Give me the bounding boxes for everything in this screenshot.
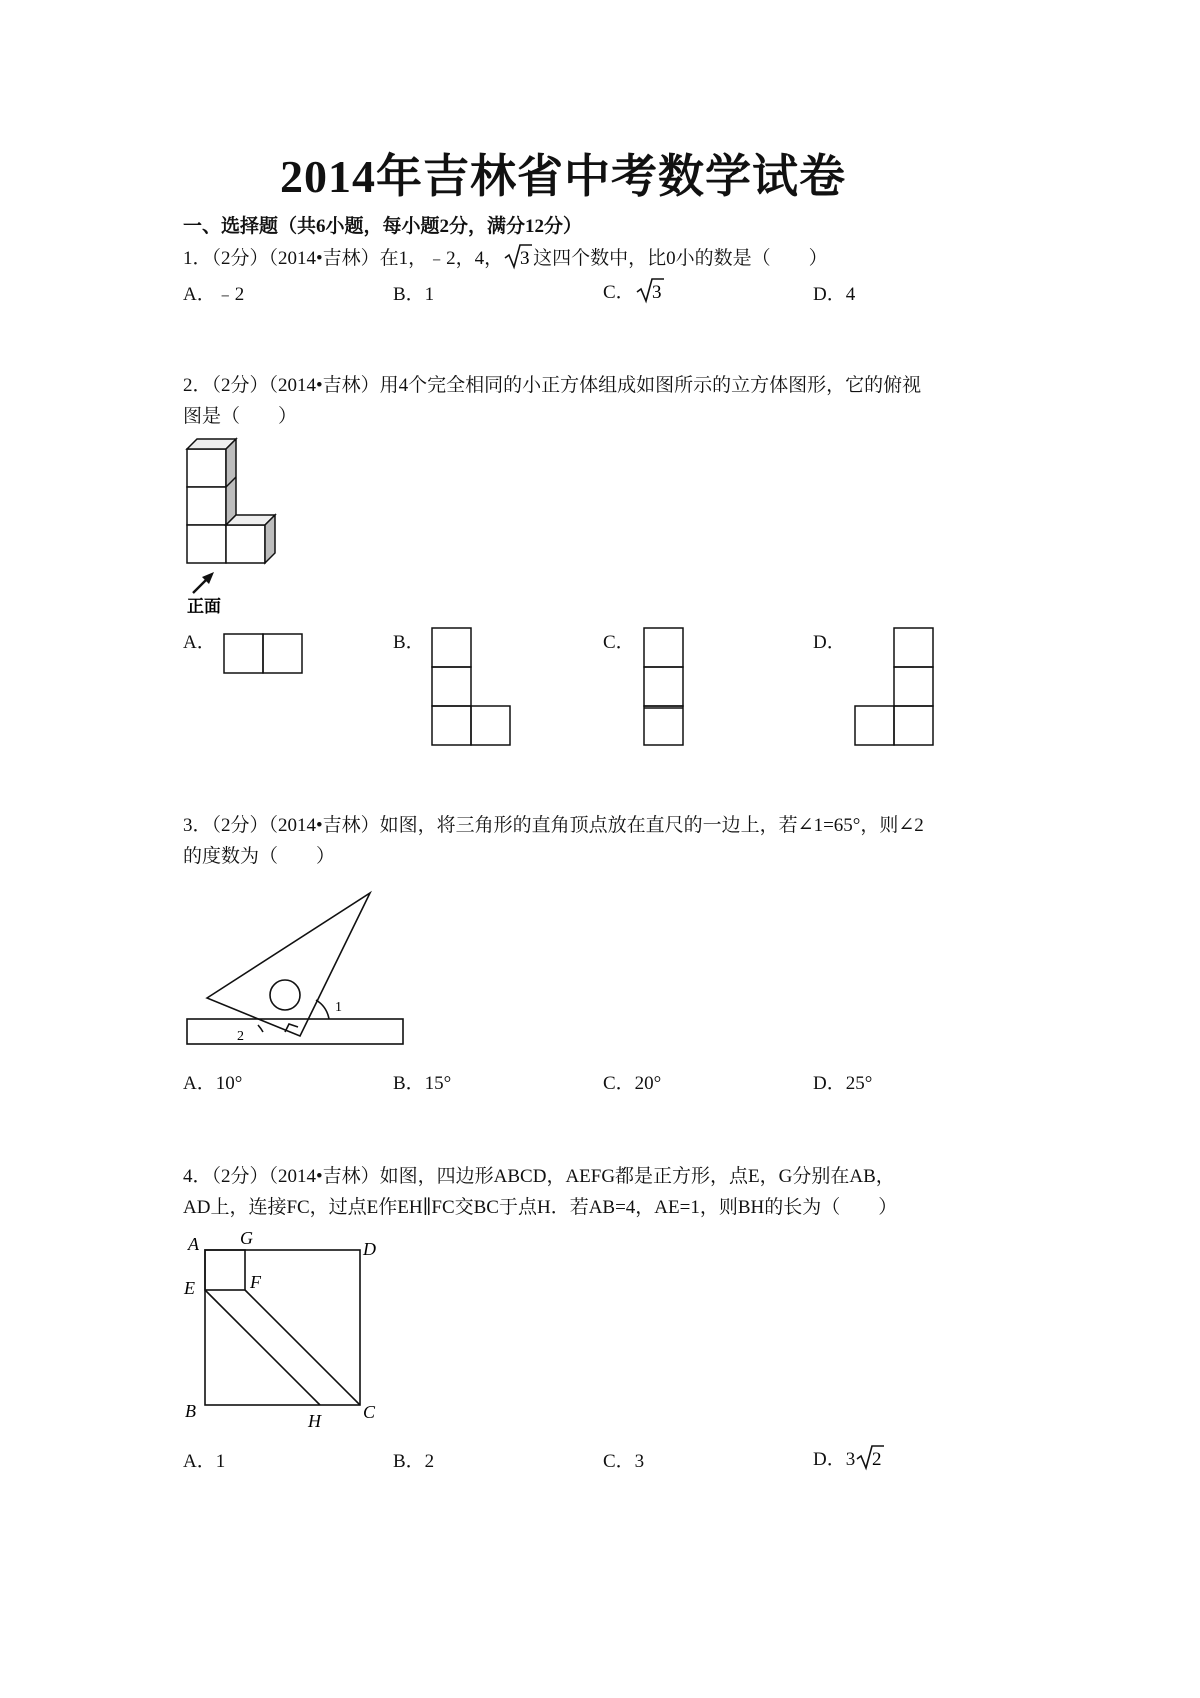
angle-2-label: 2: [237, 1029, 244, 1044]
question-1-text-pre: 1．（2分）（2014•吉林）在1，﹣2，4，: [183, 248, 504, 269]
option-b-figure: [430, 626, 514, 750]
question-1-option-b[interactable]: B．1: [393, 284, 435, 305]
sqrt-symbol: [635, 276, 665, 310]
question-1-option-a[interactable]: A．﹣2: [183, 284, 245, 305]
option-c-figure: [642, 626, 686, 750]
option-c-label: C．: [603, 282, 635, 303]
question-1-option-d[interactable]: D．4: [813, 284, 856, 305]
question-4-option-c[interactable]: C．3: [603, 1451, 645, 1472]
radicand: 3: [520, 248, 530, 269]
question-3-option-d[interactable]: D．25°: [813, 1073, 873, 1094]
point-d-label: D: [363, 1239, 376, 1259]
option-d-label: D．: [813, 1449, 846, 1470]
square-aefg: [205, 1250, 245, 1290]
question-3-option-b[interactable]: B．15°: [393, 1073, 452, 1094]
question-2-stem-line1: 2．（2分）（2014•吉林）用4个完全相同的小正方体组成如图所示的立方体图形，它的俯视: [183, 375, 922, 396]
point-h-label: H: [308, 1411, 321, 1431]
question-3-stem-line1: 3．（2分）（2014•吉林）如图，将三角形的直角顶点放在直尺的一边上，若∠1=65°，则∠2: [183, 815, 924, 836]
point-f-label: F: [250, 1272, 261, 1292]
question-2-option-a[interactable]: A．: [183, 632, 216, 653]
point-g-label: G: [240, 1228, 253, 1248]
question-1-stem: [183, 242, 828, 280]
point-c-label: C: [363, 1402, 376, 1422]
question-2-option-d[interactable]: D．: [813, 632, 846, 653]
question-4-option-b[interactable]: B．2: [393, 1451, 435, 1472]
question-4-option-a[interactable]: A．1: [183, 1451, 226, 1472]
point-a-label: A: [188, 1234, 199, 1254]
point-e-label: E: [184, 1278, 195, 1298]
radicand: 2: [872, 1449, 882, 1470]
ruler: [187, 1019, 403, 1044]
question-3-stem-line2: 的度数为（ ）: [183, 846, 336, 867]
triangle-ruler-figure: [183, 885, 413, 1055]
sqrt-symbol: [855, 1443, 885, 1477]
question-3-option-c[interactable]: C．20°: [603, 1073, 662, 1094]
page-title: 2014年吉林省中考数学试卷: [280, 151, 846, 202]
question-3-option-a[interactable]: A．10°: [183, 1073, 243, 1094]
option-d-figure: [853, 626, 937, 750]
set-square: [207, 893, 370, 1036]
question-2-option-b[interactable]: B．: [393, 632, 425, 653]
cube-stack-figure: [183, 435, 293, 615]
sqrt-symbol: [503, 242, 533, 280]
point-b-label: B: [185, 1401, 196, 1421]
question-2-option-c[interactable]: C．: [603, 632, 635, 653]
front-label: 正面: [187, 597, 221, 616]
question-1-option-c[interactable]: [603, 276, 665, 310]
question-1-text-post: 这四个数中，比0小的数是（ ）: [533, 248, 828, 269]
question-2-stem-line2: 图是（ ）: [183, 406, 298, 427]
section-heading: 一、选择题（共6小题，每小题2分，满分12分）: [183, 216, 583, 237]
radicand: 3: [651, 282, 662, 303]
question-4-stem-line1: 4．（2分）（2014•吉林）如图，四边形ABCD，AEFG都是正方形，点E，G分别在AB，: [183, 1166, 895, 1187]
question-4-option-d[interactable]: [813, 1443, 885, 1477]
angle-1-label: 1: [335, 1000, 342, 1015]
option-d-coefficient: 3: [845, 1449, 856, 1470]
question-4-stem-line2: AD上，连接FC，过点E作EH∥FC交BC于点H．若AB=4，AE=1，则BH的长为（ ）: [183, 1197, 898, 1218]
option-a-figure: [222, 632, 306, 676]
squares-figure: [180, 1228, 400, 1431]
